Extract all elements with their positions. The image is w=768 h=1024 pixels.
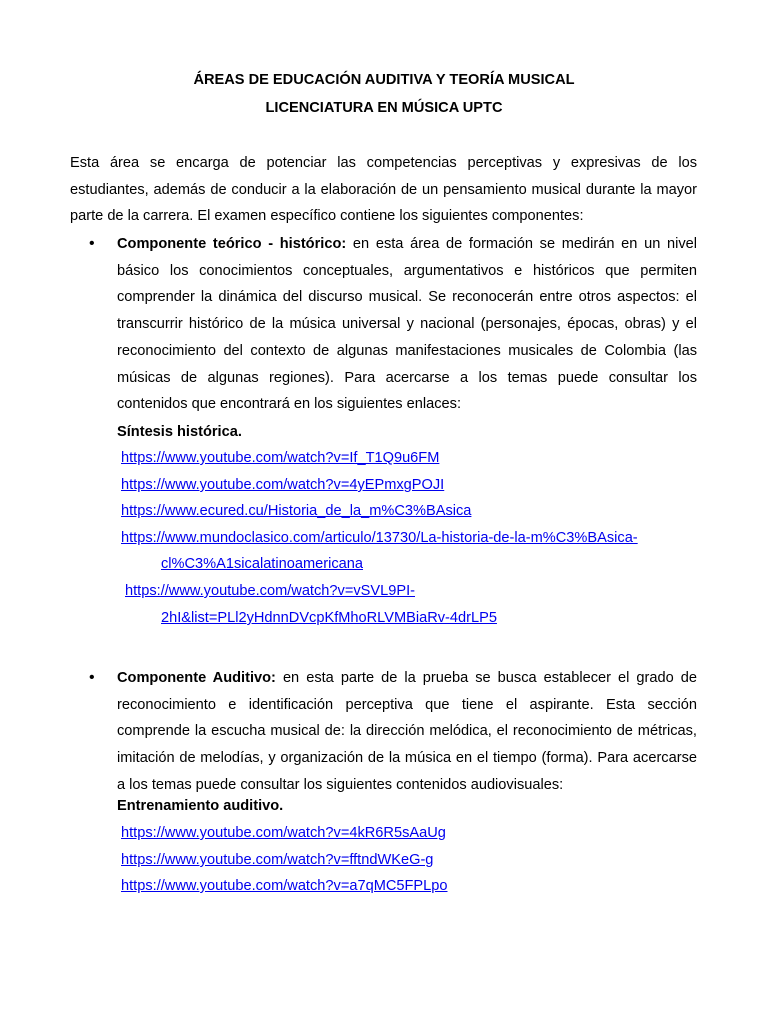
link[interactable]: https://www.youtube.com/watch?v=a7qMC5FPLpo: [121, 878, 448, 894]
subheading-historical-synthesis: Síntesis histórica.: [117, 424, 242, 440]
link[interactable]: https://www.youtube.com/watch?v=4kR6R5sAaUg: [121, 825, 446, 841]
document-subtitle: LICENCIATURA EN MÚSICA UPTC: [265, 100, 503, 116]
section-body: en esta área de formación se medirán en un nivel básico los conocimientos conceptuales, argumentativos e históricos que permiten comprender la dinámica del discurso musical. Se reconocerán entre otros aspectos: el transcurrir histórico de la música universal y nacional (personajes, épocas, obras) y el reconocimiento del contexto de algunas manifestaciones musicales de Colombia (las músicas de algunas regiones). Para acercarse a los temas puede consultar los contenidos que encontrará en los siguientes enlaces:: [117, 236, 698, 413]
section-label: Componente teórico - histórico:: [117, 236, 347, 252]
document-title: ÁREAS DE EDUCACIÓN AUDITIVA Y TEORÍA MUSICAL: [193, 72, 575, 88]
section-auditory: [117, 665, 697, 799]
link[interactable]: https://www.youtube.com/watch?v=4yEPmxgPOJI: [121, 477, 445, 493]
intro-paragraph: Esta área se encarga de potenciar las competencias perceptivas y expresivas de los estudiantes, además de conducir a la elaboración de un pensamiento musical durante la mayor parte de la carrera. El examen específico contiene los siguientes componentes:: [70, 155, 697, 225]
link[interactable]: https://www.youtube.com/watch?v=fftndWKeG-g: [121, 852, 434, 868]
section-body: en esta parte de la prueba se busca establecer el grado de reconocimiento e identificación perceptiva que tiene el aspirante. Esta sección comprende la escucha musical de: la dirección melódica, el reconocimiento de métricas, imitación de melodías, y organización de la música en el tiempo (forma). Para acercarse a los temas puede consultar los siguientes contenidos audiovisuales:: [117, 670, 698, 793]
section-theory-history: [117, 231, 697, 418]
link[interactable]: https://www.mundoclasico.com/articulo/13730/La-historia-de-la-m%C3%BAsica-: [121, 530, 638, 546]
link-continuation[interactable]: cl%C3%A1sicalatinoamericana: [161, 556, 363, 572]
bullet-marker: •: [89, 669, 95, 686]
link[interactable]: https://www.youtube.com/watch?v=If_T1Q9u6FM: [121, 450, 440, 466]
subheading-ear-training: Entrenamiento auditivo.: [117, 798, 284, 814]
link-continuation[interactable]: 2hI&list=PLl2yHdnnDVcpKfMhoRLVMBiaRv-4drLP5: [161, 610, 497, 626]
section-label: Componente Auditivo:: [117, 670, 276, 686]
bullet-marker: •: [89, 235, 95, 252]
link[interactable]: https://www.ecured.cu/Historia_de_la_m%C3%BAsica: [121, 503, 472, 519]
link[interactable]: https://www.youtube.com/watch?v=vSVL9PI-: [125, 583, 415, 599]
